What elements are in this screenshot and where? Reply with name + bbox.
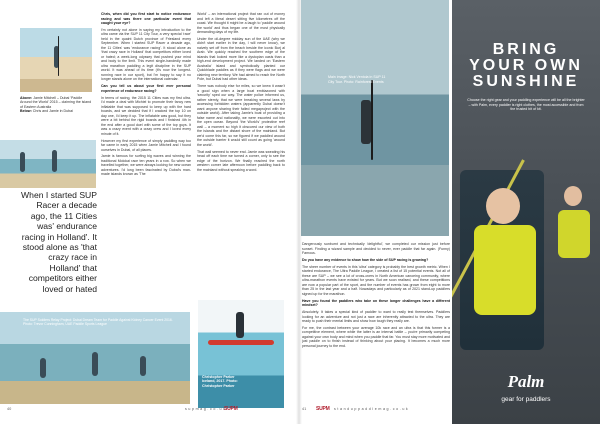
- paddle-shape: [371, 80, 373, 160]
- question-heading: Chris, when did you first start to notice endurance racing and was there one particular event that caught your eye?: [101, 12, 191, 25]
- body-paragraph: However my first experience of simply paddling way too far came in early 2015 when Jamie Mitchell and I found ourselves in Dubai, of all places.: [101, 138, 191, 152]
- paddler-figure: [40, 358, 46, 378]
- body-paragraph: That wall seemed to never end. Jamie was sweating his head off each time we turned a corner, only to see the edge of the horizon. We finally reached the north western corner late afternoon before paddling back to the mainland without speaking a word.: [197, 149, 285, 172]
- article-column-2: [197, 12, 285, 292]
- article-column-3: [302, 242, 450, 412]
- body-paragraph: The sheer number of events in this 'ultra' category is probably the best growth metric. When I started endurance, The Ultra Paddle League, I created a list of 15 potential events. Not all of these are SUP – we see a lot of cross-overs in North American canoeing community, where ultra-marathon events have existed for years. But we soon realised, and these competitions are now a popular part of the sport, and the number of events has grown from eight to more than 25 in the last year and a half. Nowadays and particularly as of 2021 stand-up paddlers signed up for the marathon.: [302, 264, 450, 296]
- photo-chris-jamie: [0, 140, 96, 188]
- footer-url-right: s t a n d u p p a d d l e m a g . c o . u k: [334, 407, 409, 411]
- main-photo-caption: Main image: Nick Ventola in SUP 11 City Tour. Photo: Rainforest Events: [328, 75, 386, 84]
- caption-below-label: Below:: [20, 109, 32, 114]
- body-paragraph: I'm certainly not alone in saying my introduction to the ultra came via the SUP 11 City Tour, a very special 'race' held in the quaint Dutch province of Friesland every September. When I started SUP Racer a decade ago, the 11 Cities' was 'endurance racing'. It stood alone as 'that crazy race in Holland' that competitors either loved or hated; a week-long odyssey that pushed your mind and body to the limit. This event single-handedly made ultra marathon paddling a legit discipline in the SUP world. It was ahead of its time (it's now the longest-running race in our sport), but I'm happy to say it no longer stands alone on the international calendar.: [101, 27, 191, 82]
- page-number-right: 41: [302, 407, 307, 411]
- photo-iceland: [198, 300, 284, 408]
- body-paragraph: World' – an international project that ran out of money and left a literal desert sitting five kilometres off the coast. We thought it might be a laugh to 'paddle around the world' and thus began one of the most physically demanding days of my life.: [197, 12, 285, 34]
- photo-caption-above-below: [20, 96, 94, 114]
- palm-logo: Palm: [507, 372, 545, 391]
- paddleboard-shape: [208, 340, 274, 345]
- body-paragraph: For me, the contrast between your average 10k race and an ultra is that this former is a competitive element, where while the latter is an internal battle – you're primarily competing against your own body and mind when you paddle that far. You must stay more motivated and just paddle on to finish instead of thinking about your placing. It becomes a much more personal journey to the end.: [302, 325, 450, 348]
- question-heading: Do you have any evidence to show how the side of SUP racing is growing?: [302, 257, 429, 262]
- pull-quote: When I started SUP Racer a decade ago, the 11 Cities was' endurance racing in Holland'. It stood alone as 'that crazy race in Holland' that competitors either loved or hated: [21, 190, 97, 294]
- ad-tagline: gear for paddlers: [501, 396, 551, 403]
- paddle-shape: [58, 36, 59, 76]
- article-column-1: [101, 12, 191, 312]
- ad-adult-jacket: [558, 210, 590, 258]
- ad-headline-line-2: YOUR OWN: [469, 57, 583, 74]
- ad-body-copy: Choose the right gear and your paddling experience will be all the brighter – with Palm, every paddler is right clothes, the most accessible and from the trusted bit of kit.: [467, 98, 585, 112]
- ad-adult-face: [564, 186, 582, 206]
- body-paragraph: There was nobody else for miles, so we knew it wasn't a good sign when a large boat emblazoned with 'security' sped our way. The water police informed us, rather sternly, that we were breaking several laws by accessing forbidden waters (apparently Dubai doesn't want anyone sharing their failed megaproject with the outside world). After taking Jamie's boat of providing a false name and nationality, we were escorted out into the open ocean. Beyond 'the World's' protective reef wall – a moment so high it obscured our view of both the islands and the distant shore of the mainland. But we'd come this far, so we figured if we paddled around the outside barrier it would still count as going 'around the world'.: [197, 84, 285, 147]
- paddler-figure: [140, 356, 146, 376]
- body-paragraph: Under the oil-degree midday sun of the UAE (why we didn't start earlier in the day, I will never know), we naively set off from the beach beside the iconic Burj al Arab. We quickly reached the southern edge of the islands that looked more like a dystopian oasis than a high-end development project. We landed on 'Eastern Australia' island and symbolically planted our Quickblade paddles as if they were flags and we were claiming new territory. We had aimed to reach the North Pole, but Dubai had other ideas.: [197, 36, 285, 82]
- photo-jamie-dubai: [20, 28, 92, 92]
- caption-above-label: Above:: [20, 96, 33, 100]
- question-heading: Can you tell us about your first ever personal experience of endurance racing?: [101, 84, 191, 93]
- iceland-photo-caption: Christopher Parker Iceland, 2017. Photo: Christopher Parker: [202, 375, 238, 388]
- footer-url-left: s u p m a g . c o . u k: [185, 407, 226, 411]
- body-paragraph: In terms of racing, the 2015 11 Cities was my first ultra. I'd made a deal with Michiel to promote their fancy new inflatable that was supposed to keep up with the hard boards, and we decided that if I cracked the top 10 on day one, I'd keep it up. The inflatable was good, but they were a bit behind the rigid boards and I finished 4th in the end after a good duel with some of the top guys. It was a crazy event with a crazy crew and I loved every minute of it.: [101, 95, 191, 136]
- caption-below-text: Chris and Jamie in Dubai: [32, 109, 73, 114]
- paddler-figure: [92, 352, 98, 376]
- question-heading: Have you found the paddlers who take on these longer challenges have a different mindset?: [302, 298, 450, 308]
- body-paragraph: Jamie is famous for surfing big waves and winning the traditional Molokai race ten years in a row. So when we travelled together, we were always looking for new ocean adventures. I'd long been fascinated by Dubai's man-made islands known as 'The: [101, 154, 191, 177]
- ad-headline-line-3: SUNSHINE: [472, 73, 580, 90]
- palm-advertisement: [452, 0, 600, 424]
- ad-child-face: [486, 188, 520, 224]
- paddler-figure: [236, 312, 244, 338]
- body-paragraph: Dangerously sunburnt and technically 'delightful', we completed our mission just before sunset. Finding a wizard sample and decided to never, ever paddle that far again. (Funny) Famous.: [302, 242, 450, 255]
- relay-photo-caption: The SUP Soldiers Relay Project: Dubai Dream Team for Paddle Against Kidney Cancer Event 2016. Photo: Trevor Cunningham, UAE Paddle Sports League: [23, 318, 173, 327]
- supm-logo: SUPM: [316, 406, 330, 412]
- paddler-figure: [361, 100, 371, 144]
- paddler-figure: [20, 152, 25, 172]
- supm-logo: SUPM: [224, 406, 238, 412]
- ad-headline-line-1: BRING: [492, 41, 560, 58]
- caption-above-text: Jamie Mitchell – Dubai 'Paddle Around the World' 2015 – claiming the island of Eastern Australia: [20, 96, 92, 109]
- page-number-left: 40: [7, 407, 12, 411]
- paddler-figure: [52, 150, 57, 172]
- photo-11-city-tour: [301, 0, 449, 236]
- ad-child-jacket: [474, 225, 536, 315]
- body-paragraph: Absolutely. It takes a special kind of paddler to want to really test themselves. Paddlers looking for an adventure and not just a race are inherently attracted to the ultra. They are ready to push their mental limits and show how tough they really are.: [302, 310, 450, 324]
